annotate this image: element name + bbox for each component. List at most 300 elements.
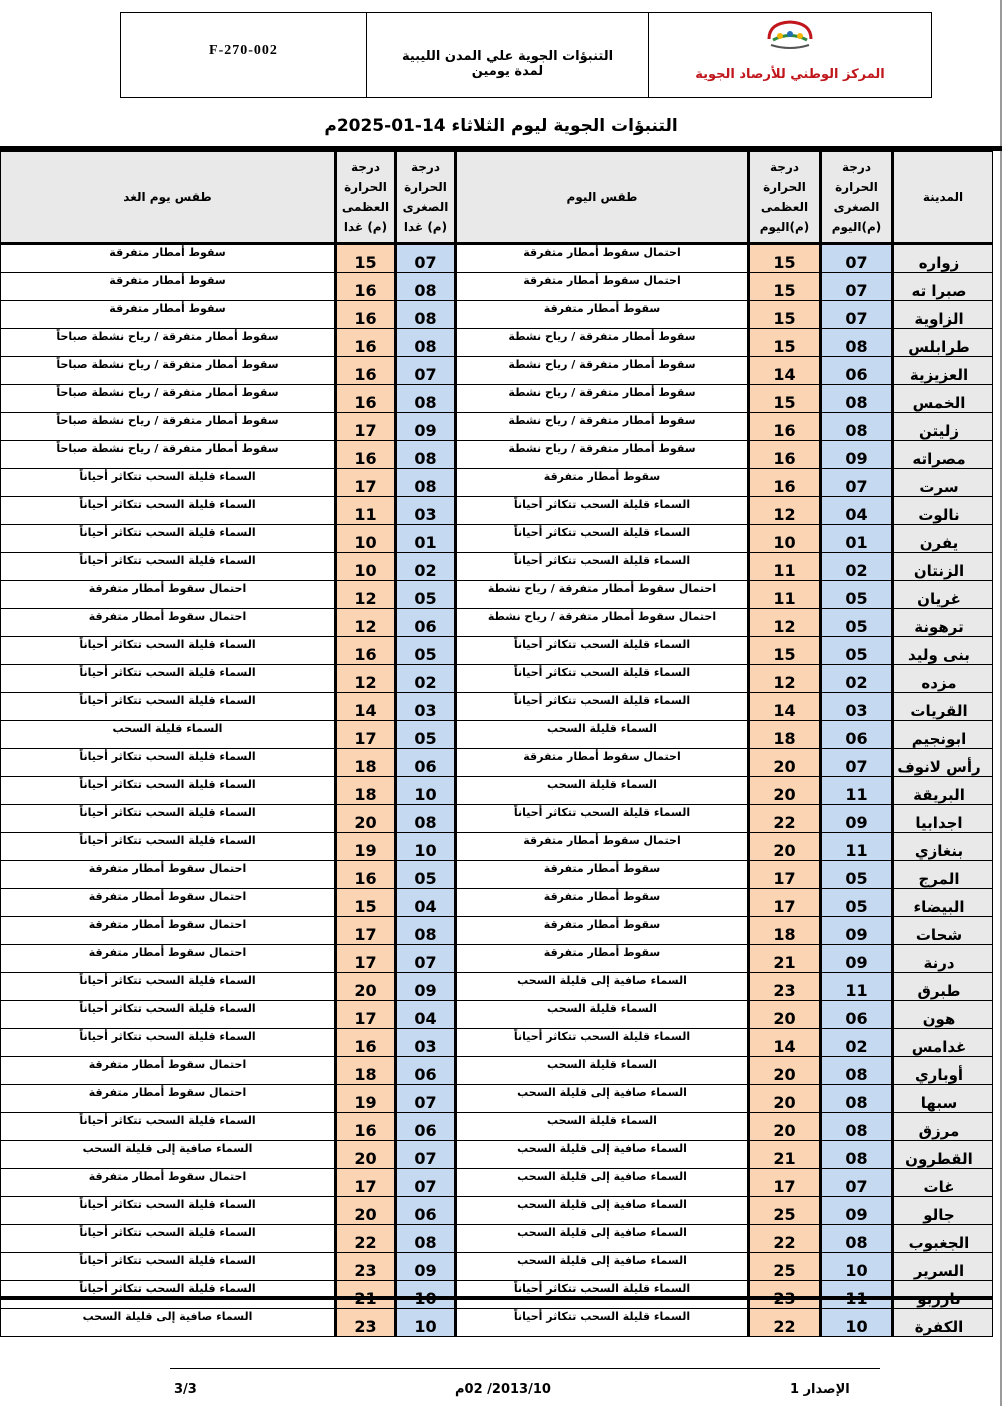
today-min-temp: 03 xyxy=(821,693,893,721)
tomorrow-min-temp: 09 xyxy=(396,1253,456,1281)
row-city: البيضاء xyxy=(893,889,993,917)
tomorrow-min-temp: 03 xyxy=(396,1029,456,1057)
tomorrow-min-temp: 05 xyxy=(396,581,456,609)
meteorology-logo-icon xyxy=(763,17,817,51)
tomorrow-min-temp: 05 xyxy=(396,861,456,889)
row-city: سرت xyxy=(893,469,993,497)
today-weather: سقوط أمطار متفرقة xyxy=(456,917,749,945)
row-city: اجدابيا xyxy=(893,805,993,833)
tomorrow-max-temp: 18 xyxy=(336,777,396,805)
table-row xyxy=(1,945,993,973)
tomorrow-min-temp: 08 xyxy=(396,805,456,833)
footer-version: الإصدار 1 xyxy=(790,1382,850,1397)
tomorrow-weather: سقوط أمطار متفرقة xyxy=(1,273,336,301)
today-weather: السماء صافية إلى قليلة السحب xyxy=(456,1197,749,1225)
tomorrow-min-temp: 04 xyxy=(396,889,456,917)
row-city: الزاوية xyxy=(893,301,993,329)
tomorrow-min-temp: 09 xyxy=(396,973,456,1001)
tomorrow-weather: السماء قليلة السحب تتكاثر أحياناً xyxy=(1,497,336,525)
tomorrow-max-temp: 16 xyxy=(336,441,396,469)
tomorrow-min-temp: 03 xyxy=(396,693,456,721)
today-min-temp: 01 xyxy=(821,525,893,553)
tomorrow-weather: السماء قليلة السحب تتكاثر أحياناً xyxy=(1,665,336,693)
tomorrow-weather: سقوط أمطار متفرقة / رياح نشطة صباحاً xyxy=(1,441,336,469)
today-weather: احتمال سقوط أمطار متفرقة xyxy=(456,749,749,777)
table-row xyxy=(1,525,993,553)
tomorrow-weather: السماء قليلة السحب تتكاثر أحياناً xyxy=(1,833,336,861)
tomorrow-min-temp: 02 xyxy=(396,553,456,581)
tomorrow-max-temp: 20 xyxy=(336,1197,396,1225)
row-city: البريقة xyxy=(893,777,993,805)
today-weather: السماء قليلة السحب تتكاثر أحياناً xyxy=(456,637,749,665)
today-weather: السماء قليلة السحب تتكاثر أحياناً xyxy=(456,525,749,553)
tomorrow-max-temp: 16 xyxy=(336,637,396,665)
tomorrow-weather: سقوط أمطار متفرقة / رياح نشطة صباحاً xyxy=(1,413,336,441)
col-header-today-weather: طقس اليوم xyxy=(456,152,749,244)
today-max-temp: 20 xyxy=(749,749,821,777)
today-weather: السماء قليلة السحب xyxy=(456,1113,749,1141)
row-city: ترهونة xyxy=(893,609,993,637)
today-max-temp: 12 xyxy=(749,609,821,637)
tomorrow-max-temp: 20 xyxy=(336,973,396,1001)
table-row xyxy=(1,749,993,777)
tomorrow-weather: السماء قليلة السحب تتكاثر أحياناً xyxy=(1,693,336,721)
today-weather: سقوط أمطار متفرقة / رياح نشطة xyxy=(456,329,749,357)
table-row xyxy=(1,1057,993,1085)
tomorrow-min-temp: 06 xyxy=(396,1197,456,1225)
footer-page-number: 3/3 xyxy=(174,1382,197,1397)
today-max-temp: 18 xyxy=(749,721,821,749)
today-min-temp: 05 xyxy=(821,581,893,609)
row-city: جالو xyxy=(893,1197,993,1225)
tomorrow-min-temp: 08 xyxy=(396,273,456,301)
organization-name: المركز الوطني للأرصاد الجوية xyxy=(695,67,885,82)
tomorrow-weather: السماء قليلة السحب xyxy=(1,721,336,749)
col-header-today-min: درجة الحرارة الصغرى (م)اليوم xyxy=(821,152,893,244)
table-row xyxy=(1,1309,993,1337)
today-max-temp: 20 xyxy=(749,1057,821,1085)
row-city: أوباري xyxy=(893,1057,993,1085)
tomorrow-max-temp: 10 xyxy=(336,525,396,553)
tomorrow-max-temp: 17 xyxy=(336,721,396,749)
today-min-temp: 08 xyxy=(821,1057,893,1085)
table-row xyxy=(1,1225,993,1253)
row-city: بنى وليد xyxy=(893,637,993,665)
tomorrow-weather: السماء قليلة السحب تتكاثر أحياناً xyxy=(1,1253,336,1281)
today-min-temp: 05 xyxy=(821,637,893,665)
row-city: مزده xyxy=(893,665,993,693)
tomorrow-weather: السماء قليلة السحب تتكاثر أحياناً xyxy=(1,553,336,581)
today-min-temp: 09 xyxy=(821,917,893,945)
today-min-temp: 07 xyxy=(821,244,893,273)
tomorrow-min-temp xyxy=(396,1281,456,1309)
tomorrow-weather: السماء قليلة السحب تتكاثر أحياناً xyxy=(1,1113,336,1141)
today-weather: السماء قليلة السحب تتكاثر أحياناً xyxy=(456,497,749,525)
tomorrow-min-temp: 06 xyxy=(396,1113,456,1141)
today-max-temp: 21 xyxy=(749,1141,821,1169)
table-row xyxy=(1,1029,993,1057)
table-row xyxy=(1,1141,993,1169)
today-weather: سقوط أمطار متفرقة xyxy=(456,945,749,973)
forecast-table xyxy=(0,151,993,1337)
tomorrow-max-temp: 19 xyxy=(336,1085,396,1113)
today-min-temp: 08 xyxy=(821,385,893,413)
today-min-temp: 05 xyxy=(821,609,893,637)
row-city: الزنتان xyxy=(893,553,993,581)
row-city: طبرق xyxy=(893,973,993,1001)
tomorrow-max-temp: 16 xyxy=(336,385,396,413)
tomorrow-min-temp: 09 xyxy=(396,413,456,441)
row-city: شحات xyxy=(893,917,993,945)
tomorrow-min-temp: 07 xyxy=(396,244,456,273)
tomorrow-weather: احتمال سقوط أمطار متفرقة xyxy=(1,945,336,973)
tomorrow-max-temp: 15 xyxy=(336,889,396,917)
tomorrow-max-temp: 20 xyxy=(336,1141,396,1169)
tomorrow-min-temp: 08 xyxy=(396,441,456,469)
today-min-temp: 02 xyxy=(821,665,893,693)
today-max-temp: 22 xyxy=(749,805,821,833)
today-weather: احتمال سقوط أمطار متفرقة xyxy=(456,244,749,273)
today-max-temp: 15 xyxy=(749,385,821,413)
col-header-today-max: درجة الحرارة العظمى (م)اليوم xyxy=(749,152,821,244)
today-max-temp: 25 xyxy=(749,1197,821,1225)
row-city: سبها xyxy=(893,1085,993,1113)
row-city: مرزق xyxy=(893,1113,993,1141)
tomorrow-min-temp: 04 xyxy=(396,1001,456,1029)
col-header-tomorrow-weather: طقس يوم الغد xyxy=(1,152,336,244)
document-header xyxy=(120,12,932,98)
today-max-temp: 22 xyxy=(749,1225,821,1253)
tomorrow-min-temp: 08 xyxy=(396,1225,456,1253)
today-weather: السماء قليلة السحب xyxy=(456,1057,749,1085)
row-city: السرير xyxy=(893,1253,993,1281)
today-weather: احتمال سقوط أمطار متفرقة / رياح نشطة xyxy=(456,581,749,609)
table-row xyxy=(1,637,993,665)
row-city: يفرن xyxy=(893,525,993,553)
tomorrow-weather: احتمال سقوط أمطار متفرقة xyxy=(1,861,336,889)
document-title-line1: التنبؤات الجوية علي المدن الليبية xyxy=(401,49,614,64)
today-max-temp: 20 xyxy=(749,1113,821,1141)
today-max-temp: 16 xyxy=(749,469,821,497)
today-max-temp: 11 xyxy=(749,581,821,609)
tomorrow-min-temp: 03 xyxy=(396,497,456,525)
table-row xyxy=(1,385,993,413)
table-row xyxy=(1,889,993,917)
tomorrow-weather: احتمال سقوط أمطار متفرقة xyxy=(1,889,336,917)
today-max-temp: 23 xyxy=(749,973,821,1001)
table-row xyxy=(1,805,993,833)
tomorrow-min-temp: 07 xyxy=(396,1085,456,1113)
table-row xyxy=(1,357,993,385)
row-city: مصراته xyxy=(893,441,993,469)
today-weather: السماء صافية إلى قليلة السحب xyxy=(456,1253,749,1281)
table-row xyxy=(1,1113,993,1141)
table-row xyxy=(1,721,993,749)
tomorrow-max-temp: 19 xyxy=(336,833,396,861)
row-city: زواره xyxy=(893,244,993,273)
today-min-temp: 07 xyxy=(821,469,893,497)
row-city: زليتن xyxy=(893,413,993,441)
table-row xyxy=(1,777,993,805)
today-min-temp: 11 xyxy=(821,777,893,805)
table-row xyxy=(1,833,993,861)
today-weather: السماء قليلة السحب تتكاثر أحياناً xyxy=(456,665,749,693)
tomorrow-weather: سقوط أمطار متفرقة / رياح نشطة صباحاً xyxy=(1,385,336,413)
today-min-temp: 09 xyxy=(821,1197,893,1225)
today-weather: السماء صافية إلى قليلة السحب xyxy=(456,1169,749,1197)
tomorrow-max-temp: 16 xyxy=(336,861,396,889)
today-max-temp: 14 xyxy=(749,693,821,721)
today-min-temp: 08 xyxy=(821,1141,893,1169)
row-city: رأس لانوف xyxy=(893,749,993,777)
tomorrow-max-temp: 16 xyxy=(336,1029,396,1057)
today-max-temp: 16 xyxy=(749,441,821,469)
tomorrow-weather: السماء قليلة السحب تتكاثر أحياناً xyxy=(1,1001,336,1029)
tomorrow-weather: السماء قليلة السحب تتكاثر أحياناً xyxy=(1,749,336,777)
today-max-temp: 18 xyxy=(749,917,821,945)
table-header-row xyxy=(1,152,993,244)
today-max-temp: 15 xyxy=(749,273,821,301)
today-max-temp: 17 xyxy=(749,861,821,889)
row-city: الخمس xyxy=(893,385,993,413)
today-min-temp: 05 xyxy=(821,889,893,917)
tomorrow-min-temp: 06 xyxy=(396,749,456,777)
row-city: نالوت xyxy=(893,497,993,525)
table-row xyxy=(1,1085,993,1113)
tomorrow-weather: سقوط أمطار متفرقة / رياح نشطة صباحاً xyxy=(1,329,336,357)
today-weather: السماء قليلة السحب تتكاثر أحياناً xyxy=(456,1281,749,1309)
row-city: العزيزية xyxy=(893,357,993,385)
today-weather: السماء قليلة السحب xyxy=(456,721,749,749)
today-weather: السماء قليلة السحب xyxy=(456,777,749,805)
row-city: هون xyxy=(893,1001,993,1029)
forecast-table-body xyxy=(1,244,993,1337)
tomorrow-max-temp: 22 xyxy=(336,1225,396,1253)
row-city: ابونجيم xyxy=(893,721,993,749)
today-max-temp: 20 xyxy=(749,777,821,805)
tomorrow-weather: احتمال سقوط أمطار متفرقة xyxy=(1,1169,336,1197)
today-min-temp: 10 xyxy=(821,1309,893,1337)
tomorrow-max-temp: 23 xyxy=(336,1309,396,1337)
row-city: درنة xyxy=(893,945,993,973)
row-city: بنغازي xyxy=(893,833,993,861)
tomorrow-weather: السماء قليلة السحب تتكاثر أحياناً xyxy=(1,1281,336,1309)
table-row xyxy=(1,1197,993,1225)
today-min-temp: 04 xyxy=(821,497,893,525)
tomorrow-max-temp: 17 xyxy=(336,1001,396,1029)
tomorrow-max-temp: 16 xyxy=(336,329,396,357)
today-weather: احتمال سقوط أمطار متفرقة xyxy=(456,273,749,301)
table-row xyxy=(1,609,993,637)
today-min-temp: 10 xyxy=(821,1253,893,1281)
tomorrow-weather: السماء قليلة السحب تتكاثر أحياناً xyxy=(1,973,336,1001)
tomorrow-max-temp: 16 xyxy=(336,357,396,385)
today-max-temp xyxy=(749,1281,821,1309)
row-city: المرج xyxy=(893,861,993,889)
tomorrow-weather: احتمال سقوط أمطار متفرقة xyxy=(1,1085,336,1113)
tomorrow-weather: سقوط أمطار متفرقة xyxy=(1,244,336,273)
tomorrow-min-temp: 08 xyxy=(396,469,456,497)
document-title-box xyxy=(367,13,649,97)
tomorrow-weather: احتمال سقوط أمطار متفرقة xyxy=(1,609,336,637)
tomorrow-max-temp: 23 xyxy=(336,1253,396,1281)
today-weather: السماء قليلة السحب تتكاثر أحياناً xyxy=(456,1309,749,1337)
today-min-temp: 11 xyxy=(821,833,893,861)
tomorrow-min-temp: 10 xyxy=(396,833,456,861)
document-title-line2: لمدة يومين xyxy=(471,64,544,79)
today-weather: السماء قليلة السحب xyxy=(456,1001,749,1029)
today-max-temp: 25 xyxy=(749,1253,821,1281)
tomorrow-min-temp: 07 xyxy=(396,1141,456,1169)
today-weather: السماء صافية إلى قليلة السحب xyxy=(456,1085,749,1113)
today-max-temp: 14 xyxy=(749,1029,821,1057)
tomorrow-max-temp: 16 xyxy=(336,1113,396,1141)
tomorrow-min-temp: 08 xyxy=(396,385,456,413)
tomorrow-weather: احتمال سقوط أمطار متفرقة xyxy=(1,1057,336,1085)
tomorrow-weather: السماء قليلة السحب تتكاثر أحياناً xyxy=(1,1197,336,1225)
today-min-temp: 07 xyxy=(821,1169,893,1197)
table-row xyxy=(1,413,993,441)
row-city: القطرون xyxy=(893,1141,993,1169)
today-min-temp: 08 xyxy=(821,1225,893,1253)
table-row xyxy=(1,244,993,273)
table-row xyxy=(1,1001,993,1029)
tomorrow-weather: السماء قليلة السحب تتكاثر أحياناً xyxy=(1,1225,336,1253)
tomorrow-max-temp: 15 xyxy=(336,244,396,273)
table-row xyxy=(1,1253,993,1281)
today-max-temp: 12 xyxy=(749,497,821,525)
tomorrow-weather: السماء قليلة السحب تتكاثر أحياناً xyxy=(1,805,336,833)
footer-divider xyxy=(170,1368,880,1369)
today-min-temp: 06 xyxy=(821,721,893,749)
tomorrow-max-temp: 16 xyxy=(336,301,396,329)
table-row xyxy=(1,693,993,721)
today-max-temp: 22 xyxy=(749,1309,821,1337)
tomorrow-min-temp: 05 xyxy=(396,721,456,749)
today-weather: سقوط أمطار متفرقة / رياح نشطة xyxy=(456,413,749,441)
today-min-temp xyxy=(821,1281,893,1309)
col-header-tomorrow-max: درجة الحرارة العظمى (م) غدا xyxy=(336,152,396,244)
today-max-temp: 21 xyxy=(749,945,821,973)
table-row xyxy=(1,917,993,945)
today-min-temp: 02 xyxy=(821,553,893,581)
today-max-temp: 17 xyxy=(749,1169,821,1197)
today-max-temp: 12 xyxy=(749,665,821,693)
today-max-temp: 20 xyxy=(749,1001,821,1029)
table-row xyxy=(1,581,993,609)
tomorrow-max-temp: 18 xyxy=(336,1057,396,1085)
today-weather: سقوط أمطار متفرقة / رياح نشطة xyxy=(456,385,749,413)
footer-date: 2013/10/ 02م xyxy=(455,1382,551,1397)
tomorrow-min-temp: 08 xyxy=(396,301,456,329)
tomorrow-weather: احتمال سقوط أمطار متفرقة xyxy=(1,581,336,609)
tomorrow-max-temp: 12 xyxy=(336,609,396,637)
today-min-temp: 07 xyxy=(821,301,893,329)
today-max-temp: 20 xyxy=(749,1085,821,1113)
tomorrow-max-temp: 20 xyxy=(336,805,396,833)
tomorrow-max-temp: 16 xyxy=(336,273,396,301)
col-header-tomorrow-min: درجة الحرارة الصغرى (م) غدا xyxy=(396,152,456,244)
page-title: التنبؤات الجوية ليوم الثلاثاء 14-01-2025م xyxy=(324,116,678,136)
today-max-temp: 15 xyxy=(749,329,821,357)
today-min-temp: 08 xyxy=(821,329,893,357)
tomorrow-max-temp: 12 xyxy=(336,581,396,609)
table-row xyxy=(1,497,993,525)
row-city: غدامس xyxy=(893,1029,993,1057)
tomorrow-min-temp: 02 xyxy=(396,665,456,693)
tomorrow-max-temp: 12 xyxy=(336,665,396,693)
tomorrow-max-temp: 17 xyxy=(336,469,396,497)
today-max-temp: 15 xyxy=(749,301,821,329)
row-city: القريات xyxy=(893,693,993,721)
today-weather: السماء صافية إلى قليلة السحب xyxy=(456,1225,749,1253)
form-code: F-270-002 xyxy=(121,13,367,97)
today-max-temp: 16 xyxy=(749,413,821,441)
table-row xyxy=(1,273,993,301)
row-city: طرابلس xyxy=(893,329,993,357)
today-weather: السماء قليلة السحب تتكاثر أحياناً xyxy=(456,553,749,581)
tomorrow-min-temp: 08 xyxy=(396,329,456,357)
today-weather: السماء قليلة السحب تتكاثر أحياناً xyxy=(456,693,749,721)
col-header-city: المدينة xyxy=(893,152,993,244)
today-min-temp: 09 xyxy=(821,441,893,469)
today-min-temp: 09 xyxy=(821,805,893,833)
table-row xyxy=(1,665,993,693)
tomorrow-weather: السماء قليلة السحب تتكاثر أحياناً xyxy=(1,525,336,553)
tomorrow-min-temp: 07 xyxy=(396,945,456,973)
tomorrow-weather: السماء قليلة السحب تتكاثر أحياناً xyxy=(1,1029,336,1057)
tomorrow-weather: السماء قليلة السحب تتكاثر أحياناً xyxy=(1,777,336,805)
tomorrow-min-temp: 08 xyxy=(396,917,456,945)
row-city: الكفرة xyxy=(893,1309,993,1337)
tomorrow-max-temp: 17 xyxy=(336,1169,396,1197)
tomorrow-min-temp: 01 xyxy=(396,525,456,553)
today-max-temp: 20 xyxy=(749,833,821,861)
today-min-temp: 06 xyxy=(821,357,893,385)
tomorrow-max-temp xyxy=(336,1281,396,1309)
row-city: صبرا ته xyxy=(893,273,993,301)
tomorrow-min-temp: 06 xyxy=(396,609,456,637)
today-min-temp: 08 xyxy=(821,413,893,441)
today-max-temp: 15 xyxy=(749,637,821,665)
today-min-temp: 08 xyxy=(821,1085,893,1113)
today-weather: السماء صافية إلى قليلة السحب xyxy=(456,1141,749,1169)
table-row xyxy=(1,469,993,497)
today-min-temp: 08 xyxy=(821,1113,893,1141)
tomorrow-max-temp: 14 xyxy=(336,693,396,721)
tomorrow-max-temp: 10 xyxy=(336,553,396,581)
table-row xyxy=(1,1169,993,1197)
today-weather: سقوط أمطار متفرقة / رياح نشطة xyxy=(456,357,749,385)
row-city: غات xyxy=(893,1169,993,1197)
table-row xyxy=(1,329,993,357)
tomorrow-min-temp: 05 xyxy=(396,637,456,665)
table-row xyxy=(1,1281,993,1309)
today-min-temp: 11 xyxy=(821,973,893,1001)
today-max-temp: 15 xyxy=(749,244,821,273)
today-min-temp: 05 xyxy=(821,861,893,889)
tomorrow-weather: السماء قليلة السحب تتكاثر أحياناً xyxy=(1,637,336,665)
table-row xyxy=(1,553,993,581)
today-weather: سقوط أمطار متفرقة / رياح نشطة xyxy=(456,441,749,469)
row-city: غريان xyxy=(893,581,993,609)
table-row xyxy=(1,301,993,329)
table-row xyxy=(1,861,993,889)
today-weather: احتمال سقوط أمطار متفرقة / رياح نشطة xyxy=(456,609,749,637)
tomorrow-max-temp: 17 xyxy=(336,413,396,441)
today-min-temp: 02 xyxy=(821,1029,893,1057)
tomorrow-weather: احتمال سقوط أمطار متفرقة xyxy=(1,917,336,945)
